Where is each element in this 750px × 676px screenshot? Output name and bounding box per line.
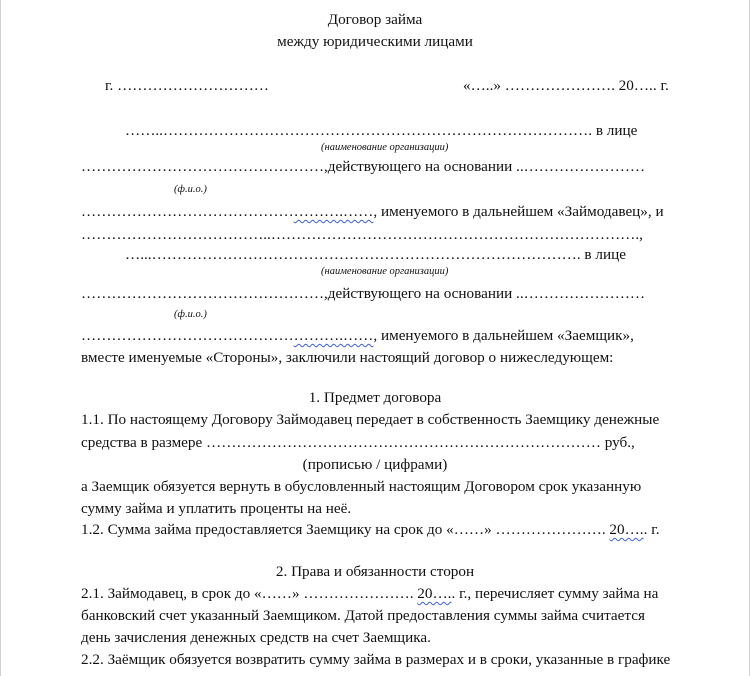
- clause-1-1-line2: средства в размере …………………………………………………………………… руб.,: [81, 434, 635, 451]
- lender-org-line: [125, 120, 749, 142]
- clause-1-1-line3: а Заемщик обязуется вернуть в обусловленный настоящим Договором срок указанную: [81, 478, 642, 495]
- borrower-basis-line: …………………………………………,действующего на основании ..……………………: [81, 285, 646, 302]
- lender-named-text: , именуемого в дальнейшем «Займодавец», и: [373, 203, 664, 220]
- borrower-named-line: [81, 325, 749, 347]
- lender-org-end: в лице: [592, 122, 638, 139]
- lender-basis-line: …………………………………………,действующего на основании ..……………………: [81, 158, 646, 175]
- clause-1-2-end: . г.: [643, 521, 660, 538]
- clause-2-1-end: . г., перечисляет сумму займа на: [451, 585, 659, 602]
- clause-2-1-year: 20….: [417, 585, 452, 602]
- borrower-named-text: , именуемого в дальнейшем «Заемщик»,: [373, 327, 634, 344]
- borrower-named-dots-a: ……………………………………: [81, 327, 294, 344]
- section2-heading: 2. Права и обязанности сторон: [275, 563, 475, 580]
- lender-extra-line: ………………………………..……………………………………………………………….,: [81, 226, 643, 243]
- borrower-org-end: в лице: [580, 246, 626, 263]
- clause-1-1-line1: 1.1. По настоящему Договору Займодавец передает в собственность Заемщику денежные: [81, 411, 660, 428]
- borrower-org-dots: …...………………………………………………………………………….: [125, 246, 581, 263]
- parties-intro: вместе именуемые «Стороны», заключили настоящий договор о нижеследующем:: [81, 349, 614, 366]
- doc-title: Договор займа: [327, 11, 423, 28]
- clause-1-2-year: 20….: [609, 521, 644, 538]
- clause-2-1-line3: день зачисления денежных средств на счет Заемщика.: [81, 629, 431, 646]
- borrower-org-line: [125, 244, 749, 266]
- clause-2-1-line2: банковский счет указанный Заемщиком. Датой предоставления суммы займа считается: [81, 607, 645, 624]
- doc-subtitle: между юридическими лицами: [277, 33, 473, 50]
- lender-named-line: [81, 201, 749, 223]
- place-field: г. …………………………: [105, 77, 269, 94]
- lender-org-dots: ……..………………………………………………………………………….: [125, 122, 593, 139]
- section1-heading: 1. Предмет договора: [308, 389, 442, 406]
- clause-2-2: 2.2. Заёмщик обязуется возвратить сумму займа в размерах и в сроки, указанные в графике: [81, 651, 671, 668]
- lender-named-dots-b: ……….……: [293, 203, 374, 220]
- borrower-named-dots-b: ……….……: [293, 327, 374, 344]
- date-field: «…..» …………………. 20….. г.: [463, 77, 669, 94]
- lender-fio-hint: (ф.и.о.): [174, 184, 207, 195]
- clause-1-2-text: 1.2. Сумма займа предоставляется Заемщику на срок до «……» ………………….: [81, 521, 610, 538]
- clause-2-1-text: 2.1. Займодавец, в срок до «……» ………………….: [81, 585, 418, 602]
- lender-org-hint: (наименование организации): [321, 142, 449, 153]
- amount-hint: (прописью / цифрами): [302, 456, 448, 473]
- clause-1-1-line4: сумму займа и уплатить проценты на неё.: [81, 500, 352, 517]
- clause-1-2: [81, 519, 749, 541]
- borrower-org-hint: (наименование организации): [321, 266, 449, 277]
- borrower-fio-hint: (ф.и.о.): [174, 309, 207, 320]
- lender-named-dots-a: ……………………………………: [81, 203, 294, 220]
- clause-2-1: [81, 583, 749, 605]
